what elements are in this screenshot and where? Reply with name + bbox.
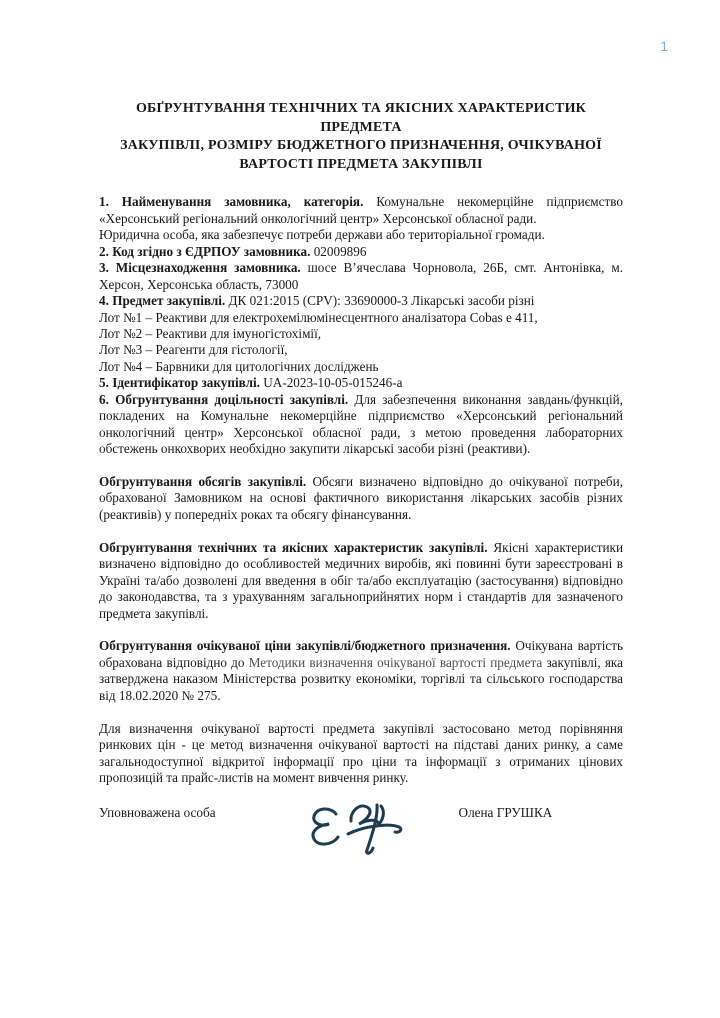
para-lot-4 [99,359,623,375]
para-expediency-justification [99,392,623,458]
para-customer-name [99,194,623,227]
para-lot-2 [99,326,623,342]
para-customer-name-text: Комунальне некомерційне підприємство «Херсонський регіональний онкологічний центр» Херсонської обласної ради. [99,194,624,226]
document-title [99,100,623,174]
document-title-line-1: ОБҐРУНТУВАННЯ ТЕХНІЧНИХ ТА ЯКІСНИХ ХАРАКТЕРИСТИК ПРЕДМЕТА [135,101,587,135]
para-procurement-id-label: 5. Ідентифікатор закупівлі. [99,375,260,391]
para-customer-location [99,260,623,293]
para-price-justification [99,638,623,704]
para-technical-justification-label: Обгрунтування технічних та якісних характеристик закупівлі. [99,539,488,555]
para-volume-justification-label: Обгрунтування обсягів закупівлі. [99,474,307,490]
para-method-description-text: Для визначення очікуваної вартості предмета закупівлі застосовано метод порівняння ринкових цін - це метод визначення очікуваної вартості на підставі даних ринку, а саме загальнодоступної відкритої інформації про ціни та інформації з отриманих цінових пропозицій та прайс-листів на момент вивчення ринку. [99,720,623,785]
para-procurement-subject [99,293,623,309]
para-expediency-justification-text: Для забезпечення виконання завдань/функцій, покладених на Комунальне некомерційне підприємство «Херсонський регіональний онкологічний центр» Херсонської обласної ради, з метою проведення лабораторних обстежень онкохворих необхідно закупити лікарські засоби різні (реактиви). [99,391,623,457]
handwritten-signature-icon [304,793,409,860]
para-legal-entity-type-text: Юридична особа, яка забезпечує потреби держави або територіальної громади. [99,227,545,243]
para-volume-justification-text: Обсяги визначено відповідно до очікуваної потреби, обрахованої Замовником на основі фактичного використання лікарських засобів різних (реактивів) у попередніх роках та обсягу фінансування. [99,474,623,522]
para-technical-justification-text: Якісні характеристики визначено відповідно до особливостей медичних виробів, які повинні бути зареєстровані в Україні та/або дозволені для введення в обіг та/або експлуатацію (застосування) відповідно до законодавства, та з урахуванням загальноприйнятих норм і стандартів для зазначеного предмета закупівлі. [99,539,623,621]
para-price-justification-methodology: Методики визначення очікуваної вартості предмета [248,654,543,670]
para-customer-location-label: 3. Місцезнаходження замовника. [99,260,301,276]
para-customer-name-label: 1. Найменування замовника, категорія. [99,194,364,210]
para-procurement-subject-label: 4. Предмет закупівлі. [99,293,226,309]
signature-block [99,805,623,860]
para-lot-1-text: Лот №1 – Реактиви для електрохемілюмінесцентного аналізатора Cobas e 411, [99,309,538,325]
para-expediency-justification-label: 6. Обгрунтування доцільності закупівлі. [99,391,349,407]
document-body [99,194,623,860]
page-number: 1 [660,38,668,54]
para-legal-entity-type [99,227,623,243]
para-lot-2-text: Лот №2 – Реактиви для імуногістохімії, [99,326,322,341]
para-lot-1 [99,310,623,326]
para-price-justification-tail: закупівлі, яка затверджена наказом Міністерства розвитку економіки, торгівлі та сільського господарства від 18.02.2020 № 275. [99,654,623,703]
para-edrpou-code [99,244,623,260]
signature-role-label: Уповноважена особа [99,805,216,821]
para-edrpou-code-label: 2. Код згідно з ЄДРПОУ замовника. [99,243,311,259]
para-edrpou-code-text: 02009896 [310,243,367,259]
para-lot-3-text: Лот №3 – Реагенти для гістології, [99,342,288,358]
para-method-description [99,721,623,787]
para-price-justification-text: Очікувана вартість обрахована відповідно до [99,638,623,670]
para-customer-location-text: шосе В’ячеслава Чорновола, 26Б, смт. Антонівка, м. Херсон, Херсонська область, 73000 [99,260,624,292]
para-procurement-id-text: UA-2023-10-05-015246-a [259,375,403,391]
para-volume-justification [99,474,623,523]
para-procurement-subject-text: ДК 021:2015 (CPV): 33690000-3 Лікарські засоби різні [225,293,535,309]
para-procurement-id [99,375,623,391]
para-lot-3 [99,342,623,358]
document-title-line-3: ВАРТОСТІ ПРЕДМЕТА ЗАКУПІВЛІ [239,156,483,172]
document-title-line-2: ЗАКУПІВЛІ, РОЗМІРУ БЮДЖЕТНОГО ПРИЗНАЧЕННЯ, ОЧІКУВАНОЇ [120,138,602,154]
para-lot-4-text: Лот №4 – Барвники для цитологічних досліджень [99,358,379,374]
para-price-justification-label: Обгрунтування очікуваної ціни закупівлі/бюджетного призначення. [99,638,511,654]
signature-person-name: Олена ГРУШКА [458,805,553,821]
para-technical-justification [99,540,623,622]
